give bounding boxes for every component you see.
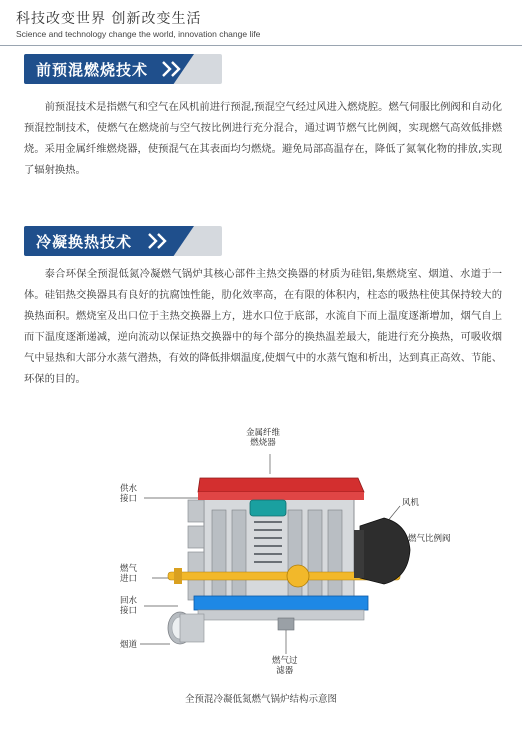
section-1-banner: [24, 54, 222, 84]
section-1-title: 前预混燃烧技术: [36, 61, 149, 79]
section-2-body: 泰合环保全预混低氮冷凝燃气锅炉其核心部件主热交换器的材质为硅铝,集燃烧室、烟道、水道于一体。硅铝热交换器具有良好的抗腐蚀性能，肋化效率高，在有限的体积内，柱态的吸热柱使其保持较大的换热面积。燃烧室及出口位于主热交换器上方，进水口位于底部，水流自下而上温度逐渐增加，烟气自上而下温度逐渐递减，逆向流动以保证热交换器中的每个部分的换热温差最大，能进行充分换热，可吸收烟气中显热和大部分水蒸气潜热，有效的降低排烟温度,使烟气中的水蒸气饱和析出，达到真正高效、节能、环保的目的。: [24, 268, 502, 385]
label-gas-filter: 燃气过 滤器: [272, 656, 298, 676]
label-fan: 风机: [402, 498, 420, 508]
masthead-title-en: Science and technology change the world, innovation change life: [16, 29, 261, 39]
section-2-title: 冷凝换热技术: [36, 233, 133, 251]
figure-caption: 全预混冷凝低氮燃气锅炉结构示意图: [184, 694, 337, 705]
label-water-return: 回水 接口: [120, 596, 138, 616]
masthead-title-cn: 科技改变世界 创新改变生活: [16, 11, 202, 27]
section-2-banner: [24, 226, 222, 256]
label-gas-proportional-valve: 燃气比例阀: [408, 534, 451, 544]
double-chevron-right-icon: [160, 60, 186, 78]
masthead: [16, 8, 506, 39]
section-1-body: 前预混技术是指燃气和空气在风机前进行预混,预混空气经过风进入燃烧腔。燃气伺服比例阀和自动化预混控制技术，使燃气在燃烧前与空气按比例进行充分混合，通过调节燃气比例阀，实现燃气高效低排燃烧。采用金属纤维燃烧器，使预混气在其表面均匀燃烧。避免局部高温存在，降低了氮氧化物的排放,实现了辐射换热。: [24, 101, 502, 176]
label-water-supply: 供水 接口: [120, 484, 138, 504]
masthead-divider: [0, 45, 522, 46]
double-chevron-right-icon: [146, 232, 172, 250]
label-metal-fiber-burner: 金属纤维 燃烧器: [246, 428, 281, 448]
boiler-illustration: [108, 418, 438, 688]
label-flue: 烟道: [120, 640, 138, 650]
boiler-structure-diagram: [108, 418, 451, 688]
label-gas-inlet: 燃气 进口: [120, 564, 138, 584]
